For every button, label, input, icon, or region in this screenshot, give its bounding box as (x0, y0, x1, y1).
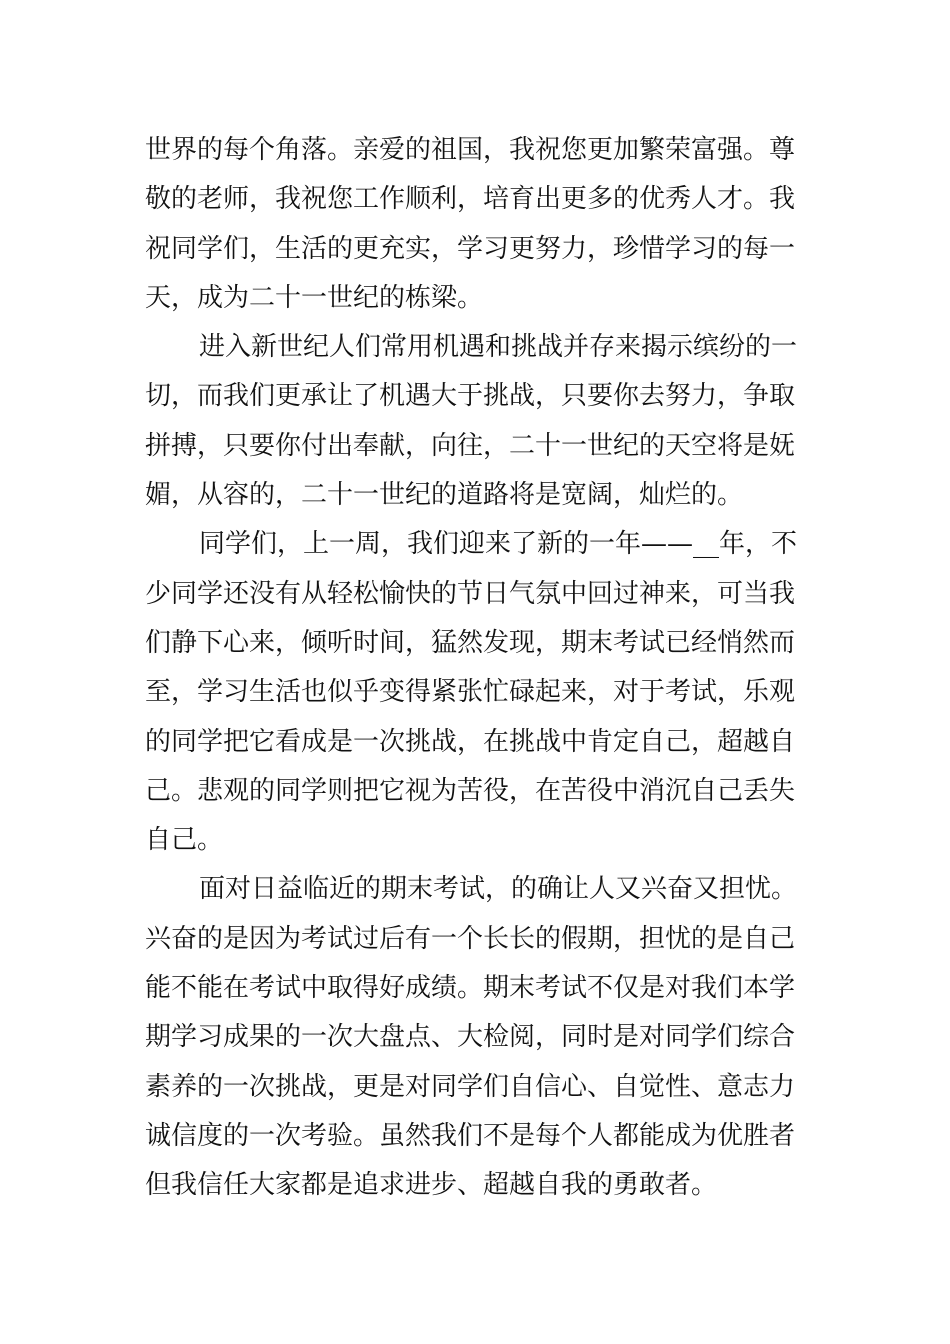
text-line: 切，而我们更承让了机遇大于挑战，只要你去努力，争取 (145, 381, 796, 412)
paragraph-first-line: 面对日益临近的期末考试，的确让人又兴奋又担忧。 (199, 874, 798, 905)
text-line: 祝同学们，生活的更充实，学习更努力，珍惜学习的每一 (145, 233, 796, 264)
text-line: 敬的老师，我祝您工作顺利，培育出更多的优秀人才。我 (145, 184, 796, 215)
text-line: 的同学把它看成是一次挑战，在挑战中肯定自己，超越自 (145, 726, 796, 757)
text-line: 但我信任大家都是追求进步、超越自我的勇敢者。 (145, 1170, 718, 1201)
text-line: 至，学习生活也似乎变得紧张忙碌起来，对于考试，乐观 (145, 677, 796, 708)
text-line: 素养的一次挑战，更是对同学们自信心、自觉性、意志力 (145, 1071, 796, 1102)
text-line: 天，成为二十一世纪的栋梁。 (145, 282, 484, 313)
text-line: 们静下心来，倾听时间，猛然发现，期末考试已经悄然而 (145, 627, 796, 658)
text-line: 世界的每个角落。亲爱的祖国，我祝您更加繁荣富强。尊 (145, 135, 796, 165)
text-line: 少同学还没有从轻松愉快的节日气氛中回过神来，可当我 (145, 578, 796, 609)
text-line: 能不能在考试中取得好成绩。期末考试不仅是对我们本学 (145, 973, 796, 1004)
text-line: 兴奋的是因为考试过后有一个长长的假期，担忧的是自己 (145, 923, 796, 954)
text-line: 拼搏，只要你付出奉献，向往，二十一世纪的天空将是妩 (145, 430, 796, 461)
text-line: 自己。 (145, 825, 224, 856)
body-text (145, 126, 807, 1211)
paragraph-first-line: 进入新世纪人们常用机遇和挑战并存来揭示缤纷的一 (199, 332, 798, 363)
text-line: 媚，从容的，二十一世纪的道路将是宽阔，灿烂的。 (145, 480, 744, 511)
text-line: 期学习成果的一次大盘点、大检阅，同时是对同学们综合 (145, 1022, 796, 1053)
paragraph-first-line: 同学们，上一周，我们迎来了新的一年——__年，不 (199, 529, 798, 560)
text-line: 诚信度的一次考验。虽然我们不是每个人都能成为优胜者 (145, 1120, 796, 1151)
text-line: 己。悲观的同学则把它视为苦役，在苦役中消沉自己丢失 (145, 775, 796, 806)
